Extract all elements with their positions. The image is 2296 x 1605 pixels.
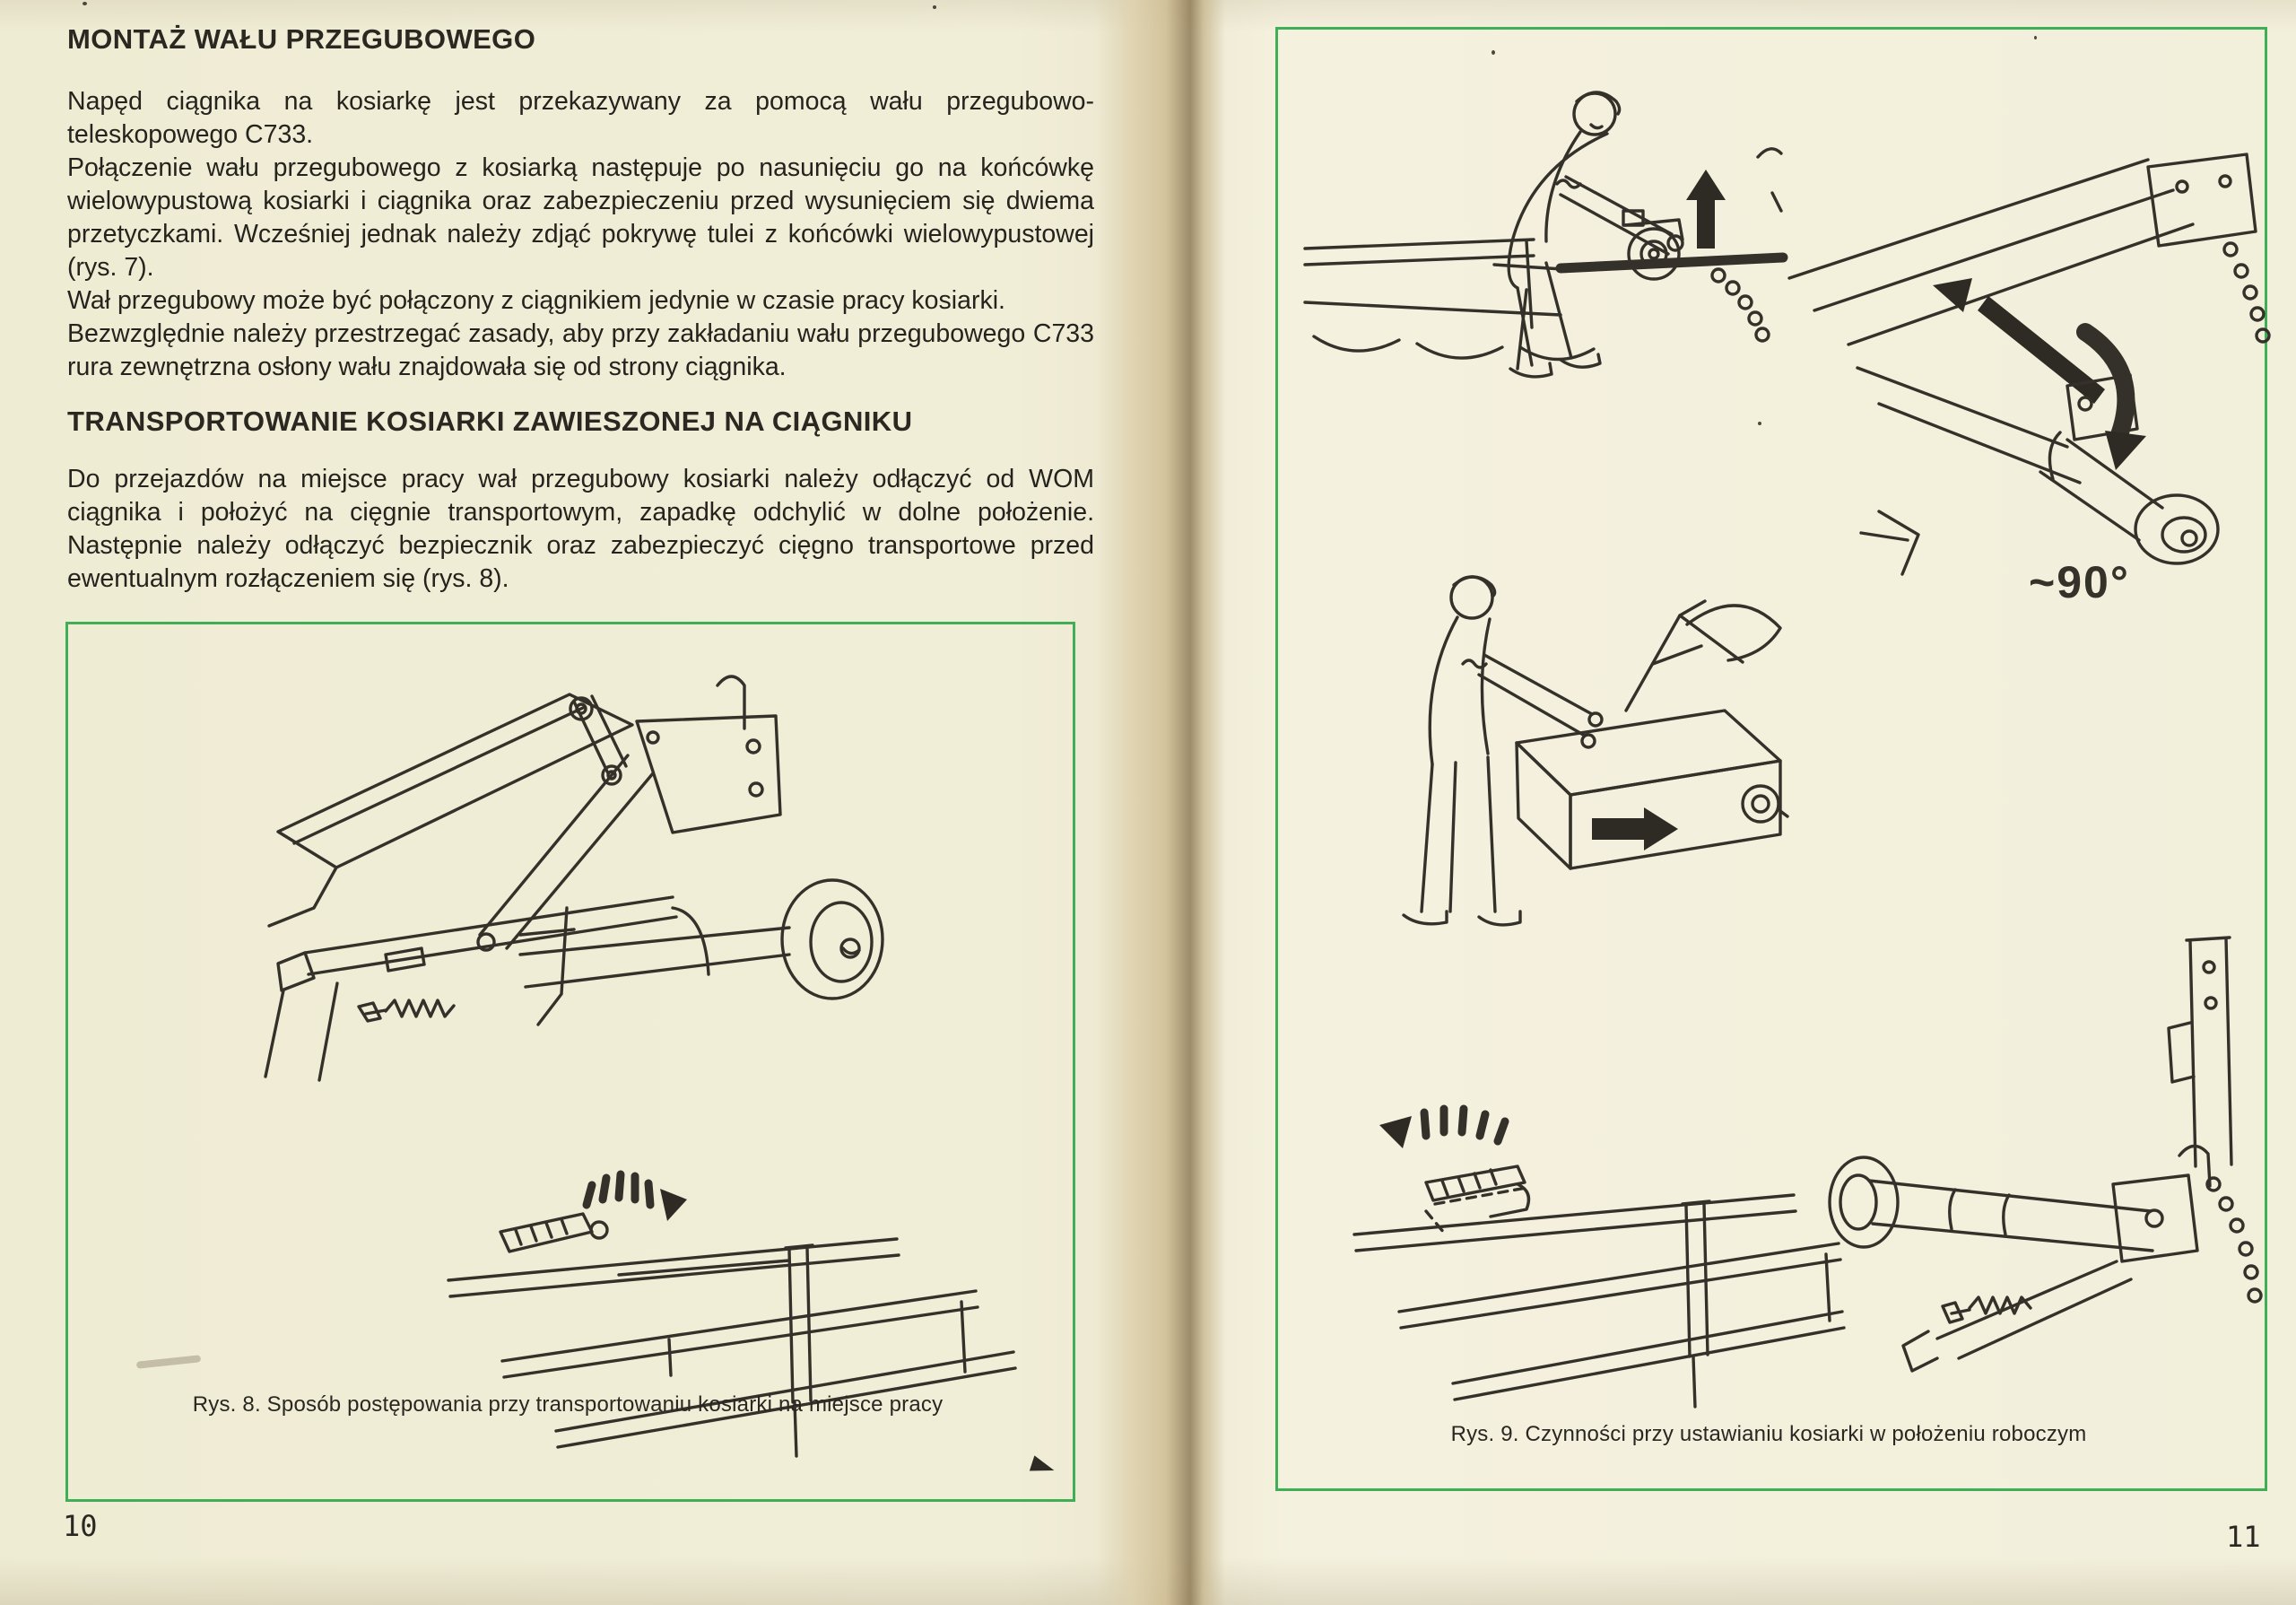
- paragraph: Wał przegubowy może być połączony z ciągnikiem jedynie w czasie pracy kosiarki.: [67, 286, 1005, 315]
- figure9-step4-illustration: [1292, 1077, 1848, 1417]
- hanging-rod: [520, 908, 574, 1025]
- cutter-bar: [1494, 211, 1783, 279]
- chain: [2224, 243, 2269, 342]
- mower-rails: [1305, 240, 1594, 360]
- vertical-channel: [2169, 938, 2231, 1166]
- transport-frame: [1354, 1195, 1844, 1407]
- safety-chain: [1712, 269, 1769, 341]
- latch-lever: [500, 1214, 607, 1252]
- paragraph: Połączenie wału przegubowego z kosiarką następuje po nasunięciu go na końcówkę wielowypustową kosiarki i ciągnika oraz zabezpieczeniu przed wysunięciem się dwiema przetyczkami. Wcześniej jednak należy zdjąć pokrywę tulei z końcówki wielowypustowej (rys. 7).: [67, 153, 1094, 282]
- lower-arm: [1903, 1261, 2131, 1371]
- stand-fork: [1861, 511, 1918, 574]
- worker-figure: [1404, 577, 1602, 925]
- pto-shaft: [520, 880, 883, 999]
- transport-frame: [448, 1239, 1015, 1456]
- paragraph: Napęd ciągnika na kosiarkę jest przekazywany za pomocą wału przegubowo-teleskopowego C733.: [67, 87, 1094, 149]
- figure9-step1-illustration: [1292, 49, 1785, 399]
- mount-plate: [2148, 154, 2256, 246]
- rotation-fan-arrow-icon: [1379, 1109, 1505, 1148]
- pto-shaft: [1830, 1157, 2152, 1251]
- paragraph: Bezwzględnie należy przestrzegać zasady, aby przy zakładaniu wału przegubowego C733 rura zewnętrzna osłony wału znajdowała się od strony ciągnika.: [67, 319, 1094, 381]
- lift-frame: [1626, 601, 1780, 711]
- figure9-caption: Rys. 9. Czynności przy ustawianiu kosiarki w położeniu roboczym: [1450, 1422, 2087, 1446]
- scan-speck: [83, 2, 87, 5]
- section-transport-text: [67, 463, 1094, 596]
- mount-plate: [637, 676, 780, 833]
- chain: [2207, 1178, 2261, 1302]
- mower-frame-bar: [269, 694, 632, 926]
- right-arrow-icon: [1592, 807, 1678, 850]
- rotation-angle-label: ~90°: [2029, 557, 2130, 607]
- figure9-step5-illustration: [1794, 915, 2269, 1417]
- worker-figure: [1509, 92, 1683, 377]
- figure9-step3-illustration: [1296, 538, 1789, 987]
- figure8-caption: Rys. 8. Sposób postępowania przy transportowaniu kosiarki na miejsce pracy: [192, 1392, 944, 1417]
- section-heading-transport: TRANSPORTOWANIE KOSIARKI ZAWIESZONEJ NA CIĄGNIKU: [67, 406, 913, 437]
- tension-spring: [359, 1000, 454, 1021]
- rotation-fan-arrow-icon: [587, 1174, 687, 1221]
- paragraph: Do przejazdów na miejsce pracy wał przegubowy kosiarki należy odłączyć od WOM ciągnika i położyć na cięgnie transportowym, zapadkę odchylić w dolne położenie. Następnie należy odłączyć bezpiecznik oraz zabezpieczyć cięgno transportowe przed ewentualnym rozłączeniem się (rys. 8).: [67, 465, 1094, 593]
- page-number-right: 11: [2226, 1520, 2261, 1554]
- section-montaz-text: [67, 85, 1094, 384]
- section-heading-montaz: MONTAŻ WAŁU PRZEGUBOWEGO: [67, 23, 536, 55]
- book-binding-gutter: [1096, 0, 1231, 1605]
- up-arrow-icon: [1686, 170, 1726, 249]
- figure8-mower-pto-illustration: [251, 639, 915, 1087]
- page-number-left: 10: [63, 1509, 98, 1543]
- figure9-step2-illustration: [1771, 135, 2274, 601]
- figure8-latch-illustration: [395, 1126, 1022, 1485]
- body-edge-lines: [265, 983, 337, 1080]
- scan-speck: [933, 5, 936, 9]
